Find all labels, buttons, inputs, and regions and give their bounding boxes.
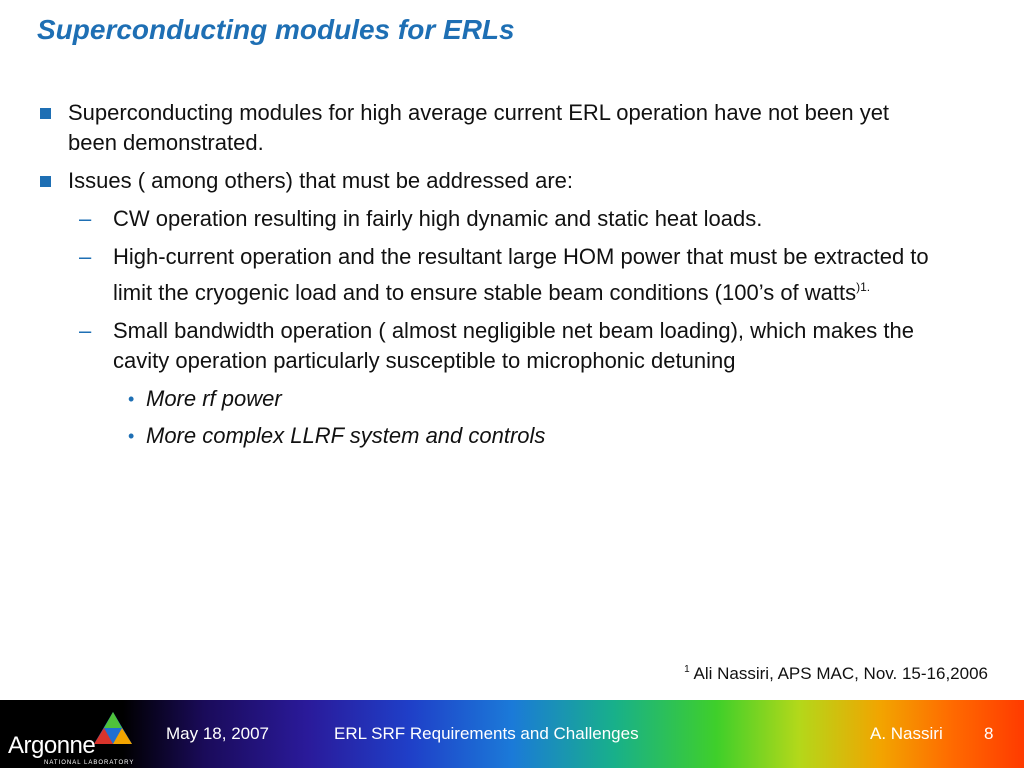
footnote-mark: 1 [684, 664, 690, 675]
sub-sub-bullet-text: More rf power [146, 386, 282, 411]
footnote-reference: )1. [856, 280, 871, 294]
footnote-text: Ali Nassiri, APS MAC, Nov. 15-16,2006 [689, 664, 988, 683]
sub-bullet-item [0, 204, 1000, 234]
sub-bullet-text: Small bandwidth operation ( almost negligible net beam loading), which makes the cavity operation particularly susceptible to microphonic detuning [113, 318, 915, 373]
triangle-logo-icon [92, 710, 134, 746]
footer-page-number: 8 [984, 724, 994, 743]
footer-date: May 18, 2007 [166, 724, 270, 743]
dot-bullet-icon: • [128, 426, 135, 446]
sub-bullet-item [0, 316, 1000, 376]
square-bullet-icon [40, 108, 51, 119]
sub-bullet-text: CW operation resulting in fairly high dynamic and static heat loads. [113, 206, 763, 231]
footnote [684, 664, 988, 684]
logo-subtitle: NATIONAL LABORATORY [44, 760, 135, 766]
dash-bullet-icon: – [79, 244, 92, 269]
dot-bullet-icon: • [128, 389, 135, 409]
footer-bar [0, 700, 1024, 768]
dash-bullet-icon: – [79, 206, 92, 231]
bullet-item [0, 98, 1000, 158]
argonne-logo [6, 710, 136, 766]
bullet-list [0, 98, 1000, 458]
sub-sub-bullet-text: More complex LLRF system and controls [146, 423, 546, 448]
bullet-item [0, 166, 1000, 196]
bullet-text: Issues ( among others) that must be addressed are: [68, 168, 574, 193]
square-bullet-icon [40, 176, 51, 187]
bullet-text: Superconducting modules for high average current ERL operation have not been yet been demonstrated. [68, 100, 890, 155]
dash-bullet-icon: – [79, 318, 92, 343]
sub-bullet-item [0, 242, 1000, 308]
logo-wordmark: Argonne [8, 732, 96, 759]
sub-sub-bullet-item [0, 384, 1000, 414]
footer-author: A. Nassiri [870, 724, 943, 743]
slide-title: Superconducting modules for ERLs [37, 14, 515, 45]
footer-talk-title: ERL SRF Requirements and Challenges [334, 724, 639, 743]
sub-sub-bullet-item [0, 421, 1000, 451]
sub-bullet-text: High-current operation and the resultant large HOM power that must be extracted to limit the cryogenic load and to ensure stable beam conditions (100’s of watts [113, 244, 929, 305]
